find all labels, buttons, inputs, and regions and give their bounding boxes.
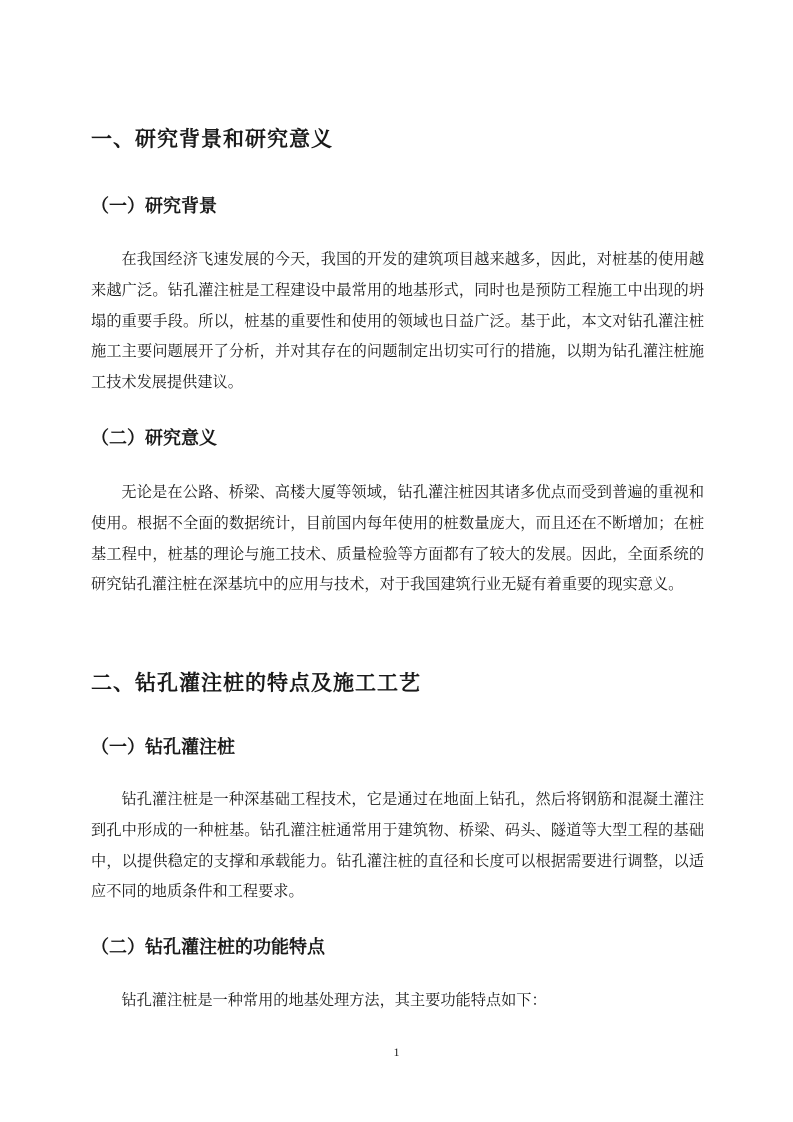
paragraph-function-features: 钻孔灌注桩是一种常用的地基处理方法，其主要功能特点如下： bbox=[121, 991, 547, 1009]
page-number: 1 bbox=[393, 1045, 400, 1059]
subsection-heading-1-2: （二）研究意义 bbox=[91, 428, 217, 449]
section-heading-1: 一、研究背景和研究意义 bbox=[91, 127, 333, 151]
subsection-heading-1-1: （一）研究背景 bbox=[91, 196, 217, 217]
paragraph-research-background: 在我国经济飞速发展的今天，我国的开发的建筑项目越来越多，因此，对桩基的使用越来越广泛。钻孔灌注桩是工程建设中最常用的地基形式，同时也是预防工程施工中出现的坍塌的重要手段。所以，桩基的重要性和使用的领域也日益广泛。基于此，本文对钻孔灌注桩施工主要问题展开了分析，并对其存在的问题制定出切实可行的措施，以期为钻孔灌注桩施工技术发展提供建议。 bbox=[91, 250, 704, 392]
subsection-heading-2-2: （二）钻孔灌注桩的功能特点 bbox=[91, 937, 325, 958]
paragraph-research-significance: 无论是在公路、桥梁、高楼大厦等领域，钻孔灌注桩因其诸多优点而受到普遍的重视和使用。根据不全面的数据统计，目前国内每年使用的桩数量庞大，而且还在不断增加；在桩基工程中，桩基的理论与施工技术、质量检验等方面都有了较大的发展。因此，全面系统的研究钻孔灌注桩在深基坑中的应用与技术，对于我国建筑行业无疑有着重要的现实意义。 bbox=[91, 483, 704, 594]
paragraph-bored-pile: 钻孔灌注桩是一种深基础工程技术，它是通过在地面上钻孔，然后将钢筋和混凝土灌注到孔中形成的一种桩基。钻孔灌注桩通常用于建筑物、桥梁、码头、隧道等大型工程的基础中，以提供稳定的支撑和承载能力。钻孔灌注桩的直径和长度可以根据需要进行调整，以适应不同的地质条件和工程要求。 bbox=[91, 790, 704, 901]
subsection-heading-2-1: （一）钻孔灌注桩 bbox=[91, 737, 235, 758]
section-heading-2: 二、钻孔灌注桩的特点及施工工艺 bbox=[91, 671, 421, 695]
